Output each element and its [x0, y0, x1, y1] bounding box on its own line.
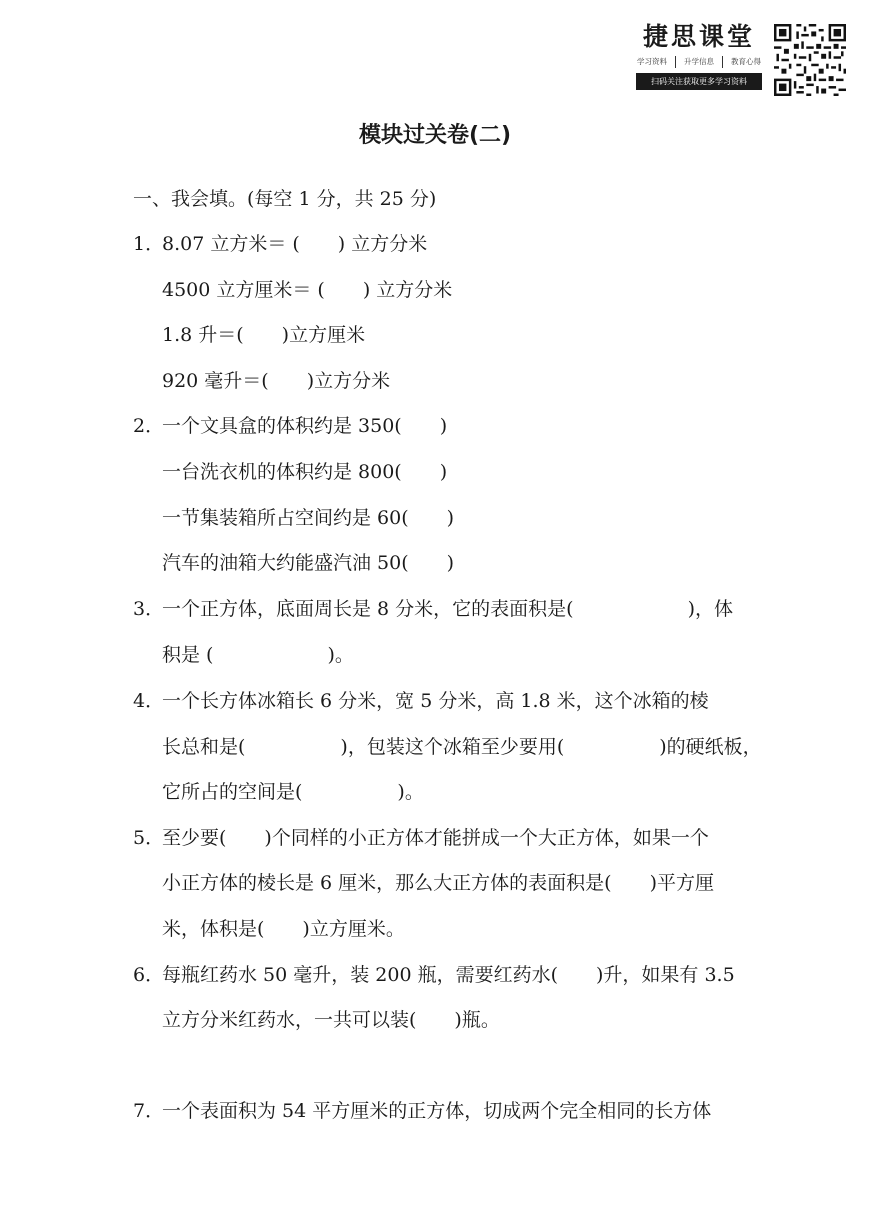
question-line: 一个长方体冰箱长 6 分米，宽 5 分米，高 1.8 米，这个冰箱的棱 [162, 690, 709, 712]
question-line: 4500 立方厘米＝ ( ) 立方分米 [162, 279, 453, 301]
tag-divider [722, 56, 723, 68]
question-number: 2． [133, 415, 165, 437]
brand-tags [636, 56, 762, 68]
page-title: 模块过关卷(二) [358, 123, 512, 148]
question-line: 汽车的油箱大约能盛汽油 50( ) [162, 552, 455, 574]
question-number: 1． [133, 233, 165, 255]
qr-code-icon [774, 24, 846, 96]
brand-block [636, 22, 762, 90]
question-line: 小正方体的棱长是 6 厘米，那么大正方体的表面积是( )平方厘 [162, 872, 714, 894]
question-line: 米，体积是( )立方厘米。 [162, 918, 405, 940]
question-number: 4． [133, 690, 165, 712]
question-line: 每瓶红药水 50 毫升，装 200 瓶，需要红药水( )升，如果有 3.5 [162, 964, 735, 986]
question-number: 7． [133, 1100, 165, 1122]
brand-tag: 教育心得 [731, 57, 761, 66]
brand-cta: 扫码关注获取更多学习资料 [636, 73, 762, 90]
question-line: 一节集装箱所占空间约是 60( ) [162, 507, 455, 529]
question-line: 一个文具盒的体积约是 350( ) [162, 415, 448, 437]
question-line: 它所占的空间是( )。 [162, 781, 424, 803]
question-line: 920 毫升＝( )立方分米 [162, 370, 391, 392]
brand-name: 捷思课堂 [642, 22, 755, 51]
brand-tag: 学习资料 [637, 57, 667, 66]
brand-tag: 升学信息 [684, 57, 714, 66]
question-line: 8.07 立方米＝ ( ) 立方分米 [162, 233, 428, 255]
question-line: 一个表面积为 54 平方厘米的正方体，切成两个完全相同的长方体 [162, 1100, 712, 1122]
question-line: 一个正方体，底面周长是 8 分米，它的表面积是( )，体 [162, 598, 733, 620]
question-line: 1.8 升＝( )立方厘米 [162, 324, 366, 346]
question-number: 6． [133, 964, 165, 986]
question-line: 长总和是( )，包装这个冰箱至少要用( )的硬纸板， [162, 736, 762, 758]
question-number: 5． [133, 827, 165, 849]
question-line: 积是 ( )。 [162, 644, 354, 666]
question-line: 立方分米红药水，一共可以装( )瓶。 [162, 1009, 500, 1031]
question-line: 至少要( )个同样的小正方体才能拼成一个大正方体，如果一个 [162, 827, 709, 849]
tag-divider [675, 56, 676, 68]
question-line: 一台洗衣机的体积约是 800( ) [162, 461, 448, 483]
question-number: 3． [133, 598, 165, 620]
section-heading: 一、我会填。(每空 1 分，共 25 分) [133, 188, 437, 210]
